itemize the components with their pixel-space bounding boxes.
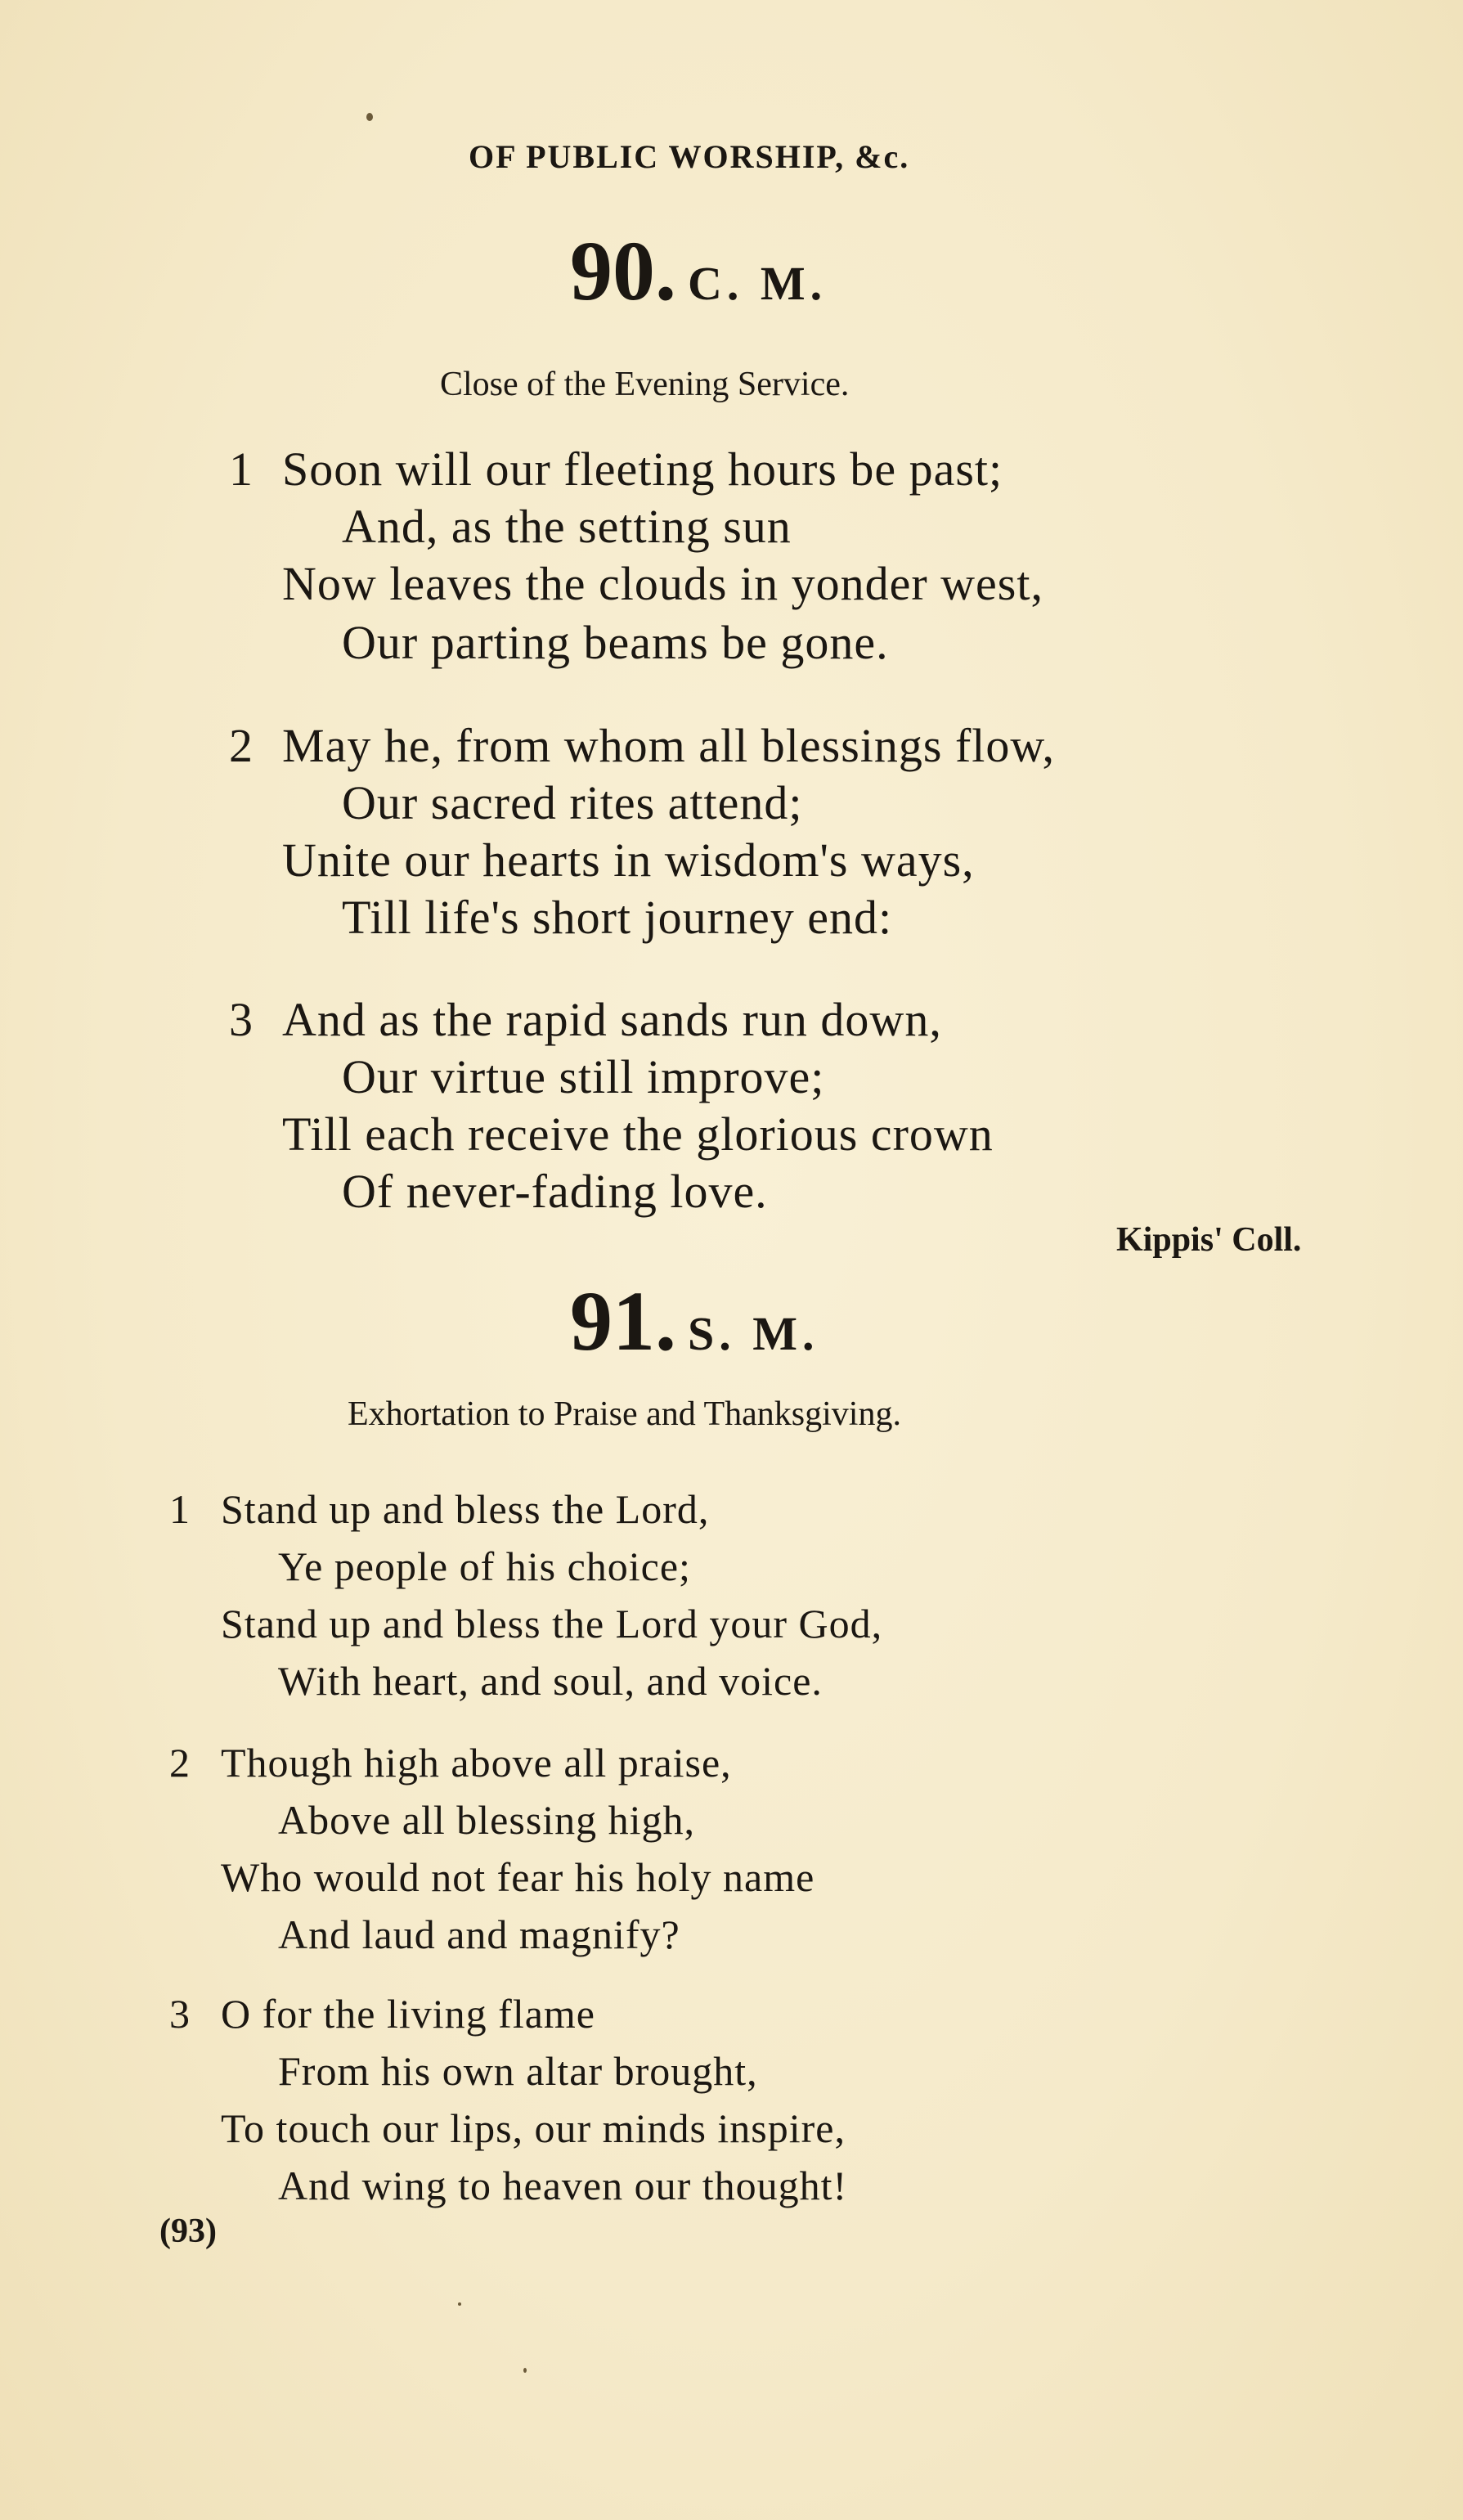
hymn-90-attribution: Kippis' Coll. bbox=[1116, 1221, 1302, 1259]
verse-line: Of never-fading love. bbox=[342, 1165, 768, 1218]
verse-number: 3 bbox=[169, 1991, 191, 2037]
hymn-meter: C. M. bbox=[688, 257, 828, 310]
verse-number: 3 bbox=[229, 993, 254, 1046]
verse-line: Unite our hearts in wisdom's ways, bbox=[282, 833, 975, 887]
verse-number: 1 bbox=[169, 1486, 191, 1532]
verse-line: Till life's short journey end: bbox=[342, 891, 893, 944]
verse-line: And laud and magnify? bbox=[278, 1911, 680, 1957]
verse-line: And wing to heaven our thought! bbox=[278, 2163, 848, 2208]
verse-number: 2 bbox=[229, 719, 254, 772]
verse-number: 2 bbox=[169, 1740, 191, 1786]
verse-line: Though high above all praise, bbox=[221, 1740, 732, 1786]
verse-line: And, as the setting sun bbox=[342, 500, 792, 553]
verse-line: To touch our lips, our minds inspire, bbox=[221, 2105, 846, 2151]
verse-line: Our sacred rites attend; bbox=[342, 776, 803, 829]
verse-line: Our virtue still improve; bbox=[342, 1050, 825, 1103]
ink-speck bbox=[523, 2368, 527, 2373]
verse-line: Now leaves the clouds in yonder west, bbox=[282, 557, 1043, 610]
hymn-meter: S. M. bbox=[688, 1307, 819, 1360]
verse-line: Stand up and bless the Lord, bbox=[221, 1486, 710, 1532]
verse-line: May he, from whom all blessings flow, bbox=[282, 719, 1056, 772]
hymn-91-heading bbox=[570, 1273, 819, 1370]
verse-line: Stand up and bless the Lord your God, bbox=[221, 1601, 883, 1646]
hymn-number: 90. bbox=[570, 224, 676, 318]
hymn-number: 91. bbox=[570, 1274, 676, 1368]
verse-line: Above all blessing high, bbox=[278, 1797, 696, 1843]
verse-line: Who would not fear his holy name bbox=[221, 1854, 815, 1900]
ink-speck bbox=[366, 113, 373, 121]
verse-line: From his own altar brought, bbox=[278, 2048, 758, 2094]
verse-line: Soon will our fleeting hours be past; bbox=[282, 442, 1003, 496]
verse-line: O for the living flame bbox=[221, 1991, 595, 2037]
hymn-90-heading bbox=[570, 222, 827, 320]
verse-line: Ye people of his choice; bbox=[278, 1543, 691, 1589]
hymn-90-title: Close of the Evening Service. bbox=[440, 366, 850, 403]
running-head: OF PUBLIC WORSHIP, &c. bbox=[469, 138, 910, 175]
ink-speck bbox=[458, 2302, 461, 2306]
verse-line: With heart, and soul, and voice. bbox=[278, 1658, 823, 1704]
verse-line: Till each receive the glorious crown bbox=[282, 1107, 994, 1161]
hymn-91-title: Exhortation to Praise and Thanksgiving. bbox=[348, 1395, 901, 1433]
verse-line: Our parting beams be gone. bbox=[342, 616, 889, 669]
page-number: (93) bbox=[159, 2212, 217, 2250]
verse-number: 1 bbox=[229, 442, 254, 496]
verse-line: And as the rapid sands run down, bbox=[282, 993, 942, 1046]
